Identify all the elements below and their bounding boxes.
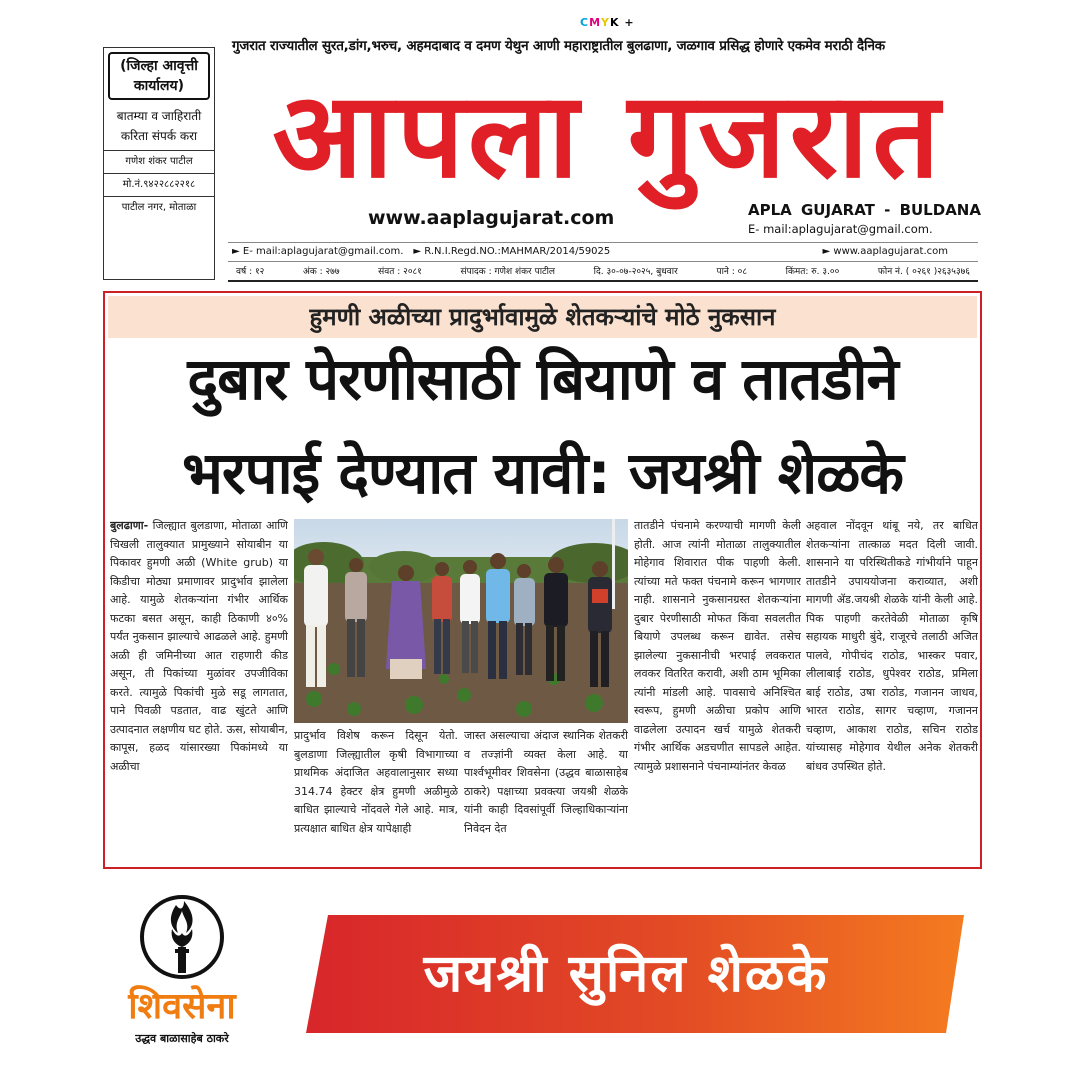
contact-phone: मो.नं.९४२२८८२२१८ [104, 174, 214, 197]
field-inspection-photo [294, 519, 628, 723]
info-rni: ► R.N.I.Regd.NO.:MAHMAR/2014/59025 [413, 246, 611, 257]
news-article [103, 291, 982, 869]
article-column-2: प्रादुर्भाव विशेष करून दिसून येतो. बुलडाणा जिल्ह्यातील कृषी विभागाच्या प्राथमिक अंदाजित अहवालानुसार सध्या 314.74 हेक्टर क्षेत्र हुमणी अळीमुळे बाधित झाल्याचे नोंदवले गेले आहे. मात्र, प्रत्यक्षात बाधित क्षेत्र यापेक्षाही [294, 729, 458, 835]
meta-date: दि. ३०-०७-२०२५, बुधवार [593, 267, 678, 277]
headline-line-2: भरपाई देण्यात यावी: जयश्री शेळके [182, 439, 903, 507]
issue-meta-bar [228, 264, 978, 282]
district-office-box [103, 47, 215, 280]
meta-issue: अंक : २७७ [302, 267, 340, 277]
info-bar [228, 242, 978, 262]
brand-edition: APLA GUJARAT - BULDANA [748, 201, 981, 219]
contact-note: बातम्या व जाहिराती करिता संपर्क करा [104, 104, 214, 151]
headline-line-1: दुबार पेरणीसाठी बियाणे व तातडीने [187, 345, 898, 413]
meta-phone: फोन नं. ( ०२६१ )२६३५३७६ [877, 267, 970, 277]
contact-address: पाटील नगर, मोताळा [121, 202, 197, 213]
column-1-text: जिल्ह्यात बुलडाणा, मोताळा आणि चिखली तालुक्यात प्रामुख्याने सोयाबीन या पिकावर हुमणी अळी (White grub) या किडीचा मोठ्या प्रमाणावर प्रादुर्भाव झालेला आहे. यामुळे शेतकऱ्यांना गंभीर आर्थिक फटका बसत असून, काही ठिकाणी ४०% पर्यंत नुकसान झाल्याचे आढळले आहे. हुमणी अळी ही जमिनीच्या आत राहणारी कीड असून, ती पिकांच्या मुळांवर उपजीविका करते. त्यामुळे पिकांची मुळे सडू लागतात, पाने पिवळी पडतात, वाढ खुंटते आणि उत्पादनात लक्षणीय घट होते. ऊस, सोयाबीन, कापूस, हळद यांसारख्या पिकांमध्ये या अळीचा [110, 519, 288, 773]
masthead-tagline: गुजरात राज्यातील सुरत,डांग,भरुच, अहमदाबाद व दमण येथुन आणी महाराष्ट्रातील बुलढाणा, जळगाव प्रसिद्ध होणारे एकमेव मराठी दैनिक [232, 38, 885, 54]
meta-editor: संपादक : गणेश शंकर पाटील [460, 267, 556, 277]
office-title: (जिल्हा आवृत्ती कार्यालय) [108, 52, 210, 100]
meta-samvat: संवत : २०८१ [378, 267, 422, 277]
party-logo-name: शिवसेना [128, 986, 236, 1027]
article-column-4: तातडीने पंचनामे करण्याची मागणी केली होती. आज त्यांनी मोताळा तालुक्यातील मोहेगाव शिवारात पीक पाहणी केली. त्यांच्या मते फक्त पंचनामे करून भागणार नाही. शासनाने नुकसानग्रस्त शेतकऱ्यांना दुबार पेरणीसाठी मोफत किंवा सवलतीत बियाणे उपलब्ध करून द्यावेत. तसेच झालेल्या नुकसानीची भरपाई लवकरात लवकर वितरित करावी, अशी ठाम भूमिका त्यांनी मांडली आहे. पावसाचे अनिश्चित स्वरूप, हुमणी अळीचा प्रकोप आणि वाढलेला उत्पादन खर्च यामुळे शेतकरी गंभीर आर्थिक अडचणीत सापडले आहेत. त्यामुळे प्रशासनाने पंचनाम्यांनंतर केवळ [634, 519, 801, 773]
contact-person: गणेश शंकर पाटील [104, 151, 214, 174]
article-column-3: जास्त असल्याचा अंदाज स्थानिक शेतकरी व तज्ज्ञांनी व्यक्त केला आहे. या पार्श्वभूमीवर शिवसेना (उद्धव बाळासाहेब ठाकरे) पक्षाच्या प्रवक्त्या जयश्री शेळके यांनी काही दिवसांपूर्वी जिल्हाधिकाऱ्यांना निवेदन देत [464, 729, 628, 835]
meta-price: किंमत: रु. ३.०० [785, 267, 840, 277]
dateline: बुलढाणा- [110, 519, 149, 532]
article-column-1 [110, 517, 288, 867]
brand-email: E- mail:aplagujarat@gmail.com. [748, 222, 933, 236]
article-column-5: अहवाल नोंदवून थांबू नये, तर बाधित शेतकऱ्यांना तात्काळ मदत दिली जावी. शासनाने या परिस्थितीकडे गांभीर्याने पाहून तातडीने उपाययोजना कराव्यात, अशी मागणी ॲड.जयश्री शेळके यांनी केली आहे. पिक पाहणी करतेवेळी मोताळा कृषि सहायक माधुरी बुंदे, राजूरचे तलाठी अजित पालवे, गोपीचंद राठोड, भास्कर पवार, लीलाबाई राठोड, धुपेश्वर राठोड, प्रमिला बाई राठोड, उषा राठोड, गजानन जाधव, भारत राठोड, सागर चव्हाण, गजानन चव्हाण, आकाश राठोड, सचिन राठोड यांच्यासह मोहेगाव येथील अनेक शेतकरी बांधव उपस्थित होते. [806, 519, 978, 773]
cmyk-print-mark: CMYK + [580, 16, 635, 29]
article-kicker: हुमणी अळीच्या प्रादुर्भावामुळे शेतकऱ्यांचे मोठे नुकसान [108, 296, 977, 338]
newspaper-title: आपला गुजरात [272, 65, 944, 204]
meta-year: वर्ष : १२ [236, 267, 265, 277]
banner-person-name: जयश्री सुनिल शेळके [423, 944, 829, 1004]
info-website: ► www.aaplagujarat.com [822, 246, 948, 257]
party-logo-subtitle: उद्धव बाळासाहेब ठाकरे [135, 1032, 229, 1045]
meta-pages: पाने : ०८ [716, 267, 748, 277]
masthead-website-link[interactable]: www.aaplagujarat.com [368, 207, 615, 229]
info-email: ► E- mail:aplagujarat@gmail.com. [232, 246, 404, 257]
torch-emblem-icon [140, 893, 224, 989]
